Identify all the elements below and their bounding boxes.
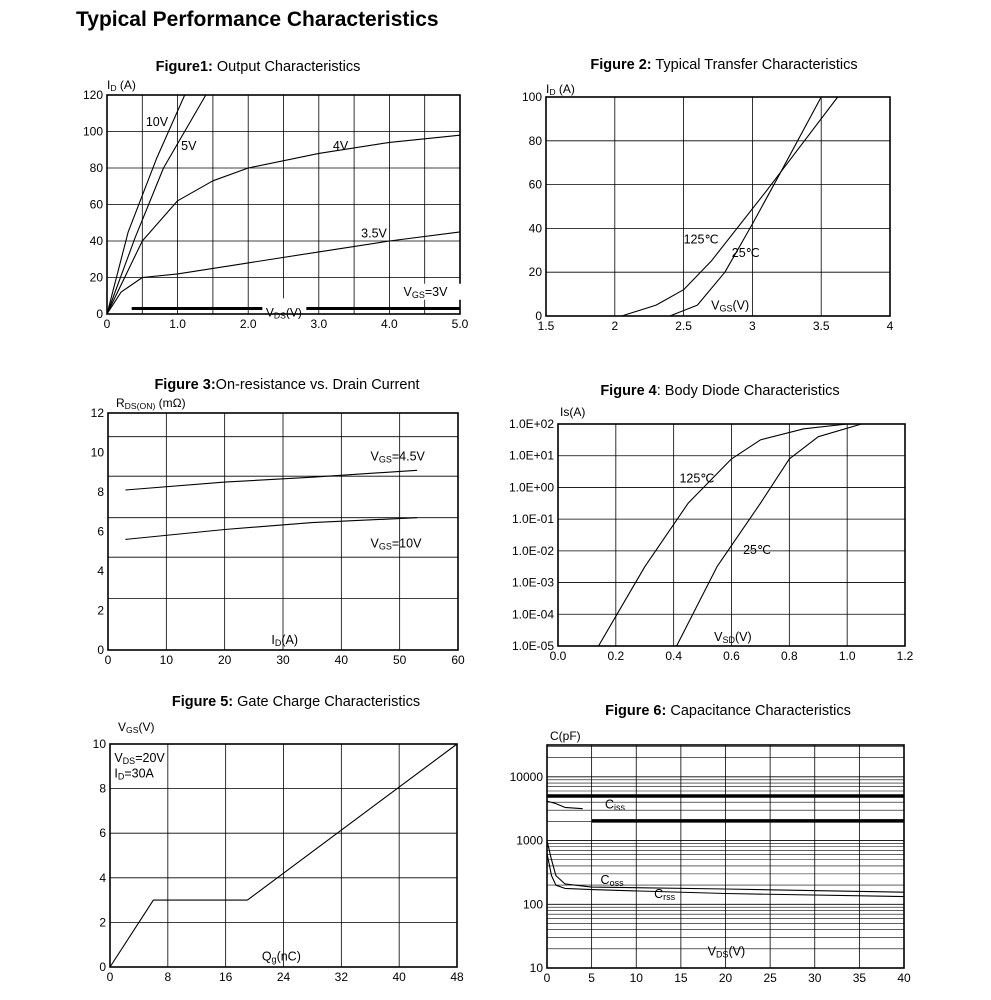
fig2-ytick-label: 80 — [528, 133, 542, 148]
fig4-xtick-label: 0.8 — [780, 649, 798, 663]
fig2-xtick-label: 4 — [886, 319, 894, 333]
fig3-ytick-label: 10 — [90, 445, 104, 460]
fig1-annotation: 5V — [181, 138, 197, 153]
fig1-annotation: 10V — [145, 115, 169, 130]
fig3-xtick-label: 0 — [104, 653, 112, 667]
fig2-xtick-label: 3.5 — [812, 319, 830, 333]
fig4-ytick-label: 1.0E+01 — [508, 448, 554, 463]
fig3-series-vgs45v — [126, 470, 418, 490]
fig4-xtick-label: 1.0 — [838, 649, 856, 663]
fig6-ytick-label: 1000 — [516, 833, 543, 848]
fig6-xtick-label: 20 — [718, 971, 733, 985]
fig6-xtick-label: 0 — [543, 971, 551, 985]
fig4-xtick-label: 0.4 — [665, 649, 683, 663]
fig5-xtick-label: 24 — [276, 970, 291, 984]
fig1-xtick-label: 4.0 — [381, 317, 398, 331]
fig5-annotation: VDS=20V — [114, 750, 165, 766]
fig6-xtick-label: 30 — [808, 971, 822, 985]
fig6-annotation: Crss — [654, 886, 676, 902]
fig6-xtick-label: 10 — [629, 971, 643, 985]
fig4-annotation: VSD(V) — [714, 630, 752, 646]
fig2-ytick-label: 0 — [535, 309, 542, 323]
fig3-title: Figure 3:On-resistance vs. Drain Current — [154, 377, 420, 393]
fig6-annotation: Coss — [600, 872, 624, 888]
fig3-ytick-label: 2 — [97, 603, 104, 618]
fig1-ytick-label: 60 — [89, 197, 103, 212]
fig6-chart — [510, 703, 911, 985]
fig2-xtick-label: 2 — [611, 319, 619, 333]
fig1-ytick-label: 100 — [82, 124, 103, 139]
fig4-series-125 — [599, 424, 848, 646]
fig6-xtick-label: 5 — [588, 971, 595, 985]
fig2-annotation: 25℃ — [731, 245, 760, 260]
fig2-annotation: 125℃ — [683, 232, 719, 247]
fig1-xtick-label: 1.0 — [169, 317, 186, 331]
fig4-xtick-label: 0.6 — [723, 649, 740, 663]
fig4-xtick-label: 0.2 — [607, 649, 625, 663]
fig2-ylabel: ID (A) — [546, 82, 575, 97]
fig1-annotation: VGS=3V — [403, 284, 448, 300]
fig1-ylabel: ID (A) — [107, 78, 136, 93]
fig3-annotation: VGS=4.5V — [370, 449, 425, 465]
fig5-ytick-label: 2 — [99, 915, 106, 930]
fig1-ytick-label: 20 — [89, 270, 103, 285]
fig1-title: Figure1: Output Characteristics — [155, 59, 361, 75]
fig1-xlabel: VDS(V) — [265, 305, 302, 321]
fig5-xtick-label: 32 — [334, 970, 349, 984]
fig4-ytick-label: 1.0E-02 — [511, 543, 554, 558]
fig1-xtick-label: 0 — [103, 317, 111, 331]
fig5-title: Figure 5: Gate Charge Characteristics — [171, 694, 421, 710]
fig4-ytick-label: 1.0E-04 — [511, 607, 554, 622]
fig2-xtick-label: 3 — [749, 319, 756, 333]
fig3-annotation: VGS=10V — [370, 536, 422, 552]
fig4-xtick-label: 0.0 — [549, 649, 567, 663]
fig6-ytick-label: 100 — [522, 897, 543, 912]
fig5-ytick-label: 6 — [99, 826, 106, 841]
page-title: Typical Performance Characteristics — [76, 8, 439, 31]
fig6-ytick-label: 10 — [529, 961, 543, 975]
fig3-xtick-label: 10 — [159, 653, 174, 667]
fig3-xtick-label: 60 — [451, 653, 465, 667]
fig5-ytick-label: 10 — [92, 737, 106, 751]
fig4-annotation: 25℃ — [743, 543, 772, 558]
fig3-ytick-label: 8 — [97, 485, 104, 499]
fig2-series-125 — [622, 97, 838, 316]
fig3-ytick-label: 6 — [97, 524, 104, 539]
fig5-annotation: Qg(nC) — [261, 949, 301, 965]
fig1-xtick-label: 3.0 — [310, 317, 328, 331]
fig5-annotation: ID=30A — [114, 766, 154, 782]
fig6-ytick-label: 10000 — [509, 769, 543, 784]
fig4-ytick-label: 1.0E-05 — [511, 639, 554, 653]
fig1-chart — [83, 59, 469, 331]
fig5-ytick-label: 0 — [99, 960, 106, 974]
fig1-annotation: 4V — [332, 138, 349, 153]
fig3-annotation: ID(A) — [271, 633, 298, 649]
fig3-chart — [91, 377, 465, 667]
fig2-xtick-label: 2.5 — [675, 319, 692, 333]
fig4-chart — [509, 383, 914, 663]
fig4-annotation: 125℃ — [679, 471, 715, 486]
fig3-xtick-label: 30 — [276, 653, 290, 667]
fig6-xtick-label: 35 — [852, 971, 867, 985]
fig4-series-25 — [677, 424, 862, 646]
fig6-xtick-label: 15 — [674, 971, 688, 985]
fig4-xtick-label: 1.2 — [896, 649, 914, 663]
fig3-xtick-label: 50 — [392, 653, 407, 667]
fig6-annotation: VDS(V) — [707, 944, 746, 960]
fig4-ytick-label: 1.0E-03 — [511, 575, 554, 590]
fig1-ytick-label: 120 — [82, 88, 103, 102]
fig2-frame — [546, 97, 890, 316]
fig5-ytick-label: 4 — [99, 870, 106, 885]
fig3-ytick-label: 12 — [90, 406, 104, 420]
fig2-annotation: VGS(V) — [711, 298, 750, 314]
fig2-ytick-label: 20 — [528, 265, 542, 280]
fig6-ylabel: C(pF) — [550, 729, 581, 743]
fig6-annotation: Ciss — [605, 797, 626, 813]
fig4-title: Figure 4: Body Diode Characteristics — [600, 383, 840, 399]
fig2-chart — [522, 57, 894, 333]
fig5-chart — [93, 694, 464, 984]
fig5-xtick-label: 40 — [392, 970, 406, 984]
fig3-ytick-label: 0 — [97, 643, 104, 657]
fig5-xtick-label: 8 — [164, 970, 172, 984]
fig2-ytick-label: 60 — [528, 177, 542, 192]
fig6-xtick-label: 40 — [897, 971, 911, 985]
fig2-title: Figure 2: Typical Transfer Characteristics — [590, 57, 858, 73]
fig6-xtick-label: 25 — [763, 971, 777, 985]
fig1-ytick-label: 0 — [96, 307, 103, 321]
fig2-series-25 — [670, 97, 821, 316]
fig2-xtick-label: 1.5 — [537, 319, 555, 333]
fig6-title: Figure 6: Capacitance Characteristics — [605, 703, 851, 719]
fig3-xtick-label: 20 — [217, 653, 232, 667]
fig2-ytick-label: 40 — [528, 221, 542, 236]
fig2-ytick-label: 100 — [521, 90, 542, 104]
fig5-ylabel: VGS(V) — [118, 720, 155, 735]
fig1-ytick-label: 80 — [89, 161, 103, 175]
fig3-xtick-label: 40 — [334, 653, 349, 667]
fig3-ytick-label: 4 — [97, 564, 104, 578]
fig1-xtick-label: 2.0 — [239, 317, 257, 331]
fig5-xtick-label: 0 — [106, 970, 114, 984]
fig4-ylabel: Is(A) — [560, 405, 586, 419]
fig4-ytick-label: 1.0E+00 — [508, 480, 554, 495]
fig1-annotation: 3.5V — [361, 226, 387, 241]
fig5-xtick-label: 48 — [450, 970, 464, 984]
fig1-ytick-label: 40 — [89, 234, 103, 248]
fig4-ytick-label: 1.0E+02 — [508, 417, 554, 431]
fig5-xtick-label: 16 — [218, 970, 233, 984]
fig1-xtick-label: 5.0 — [451, 317, 469, 331]
fig4-ytick-label: 1.0E-01 — [511, 512, 554, 527]
fig5-ytick-label: 8 — [99, 781, 106, 796]
fig3-ylabel: RDS(ON) (mΩ) — [116, 396, 186, 411]
